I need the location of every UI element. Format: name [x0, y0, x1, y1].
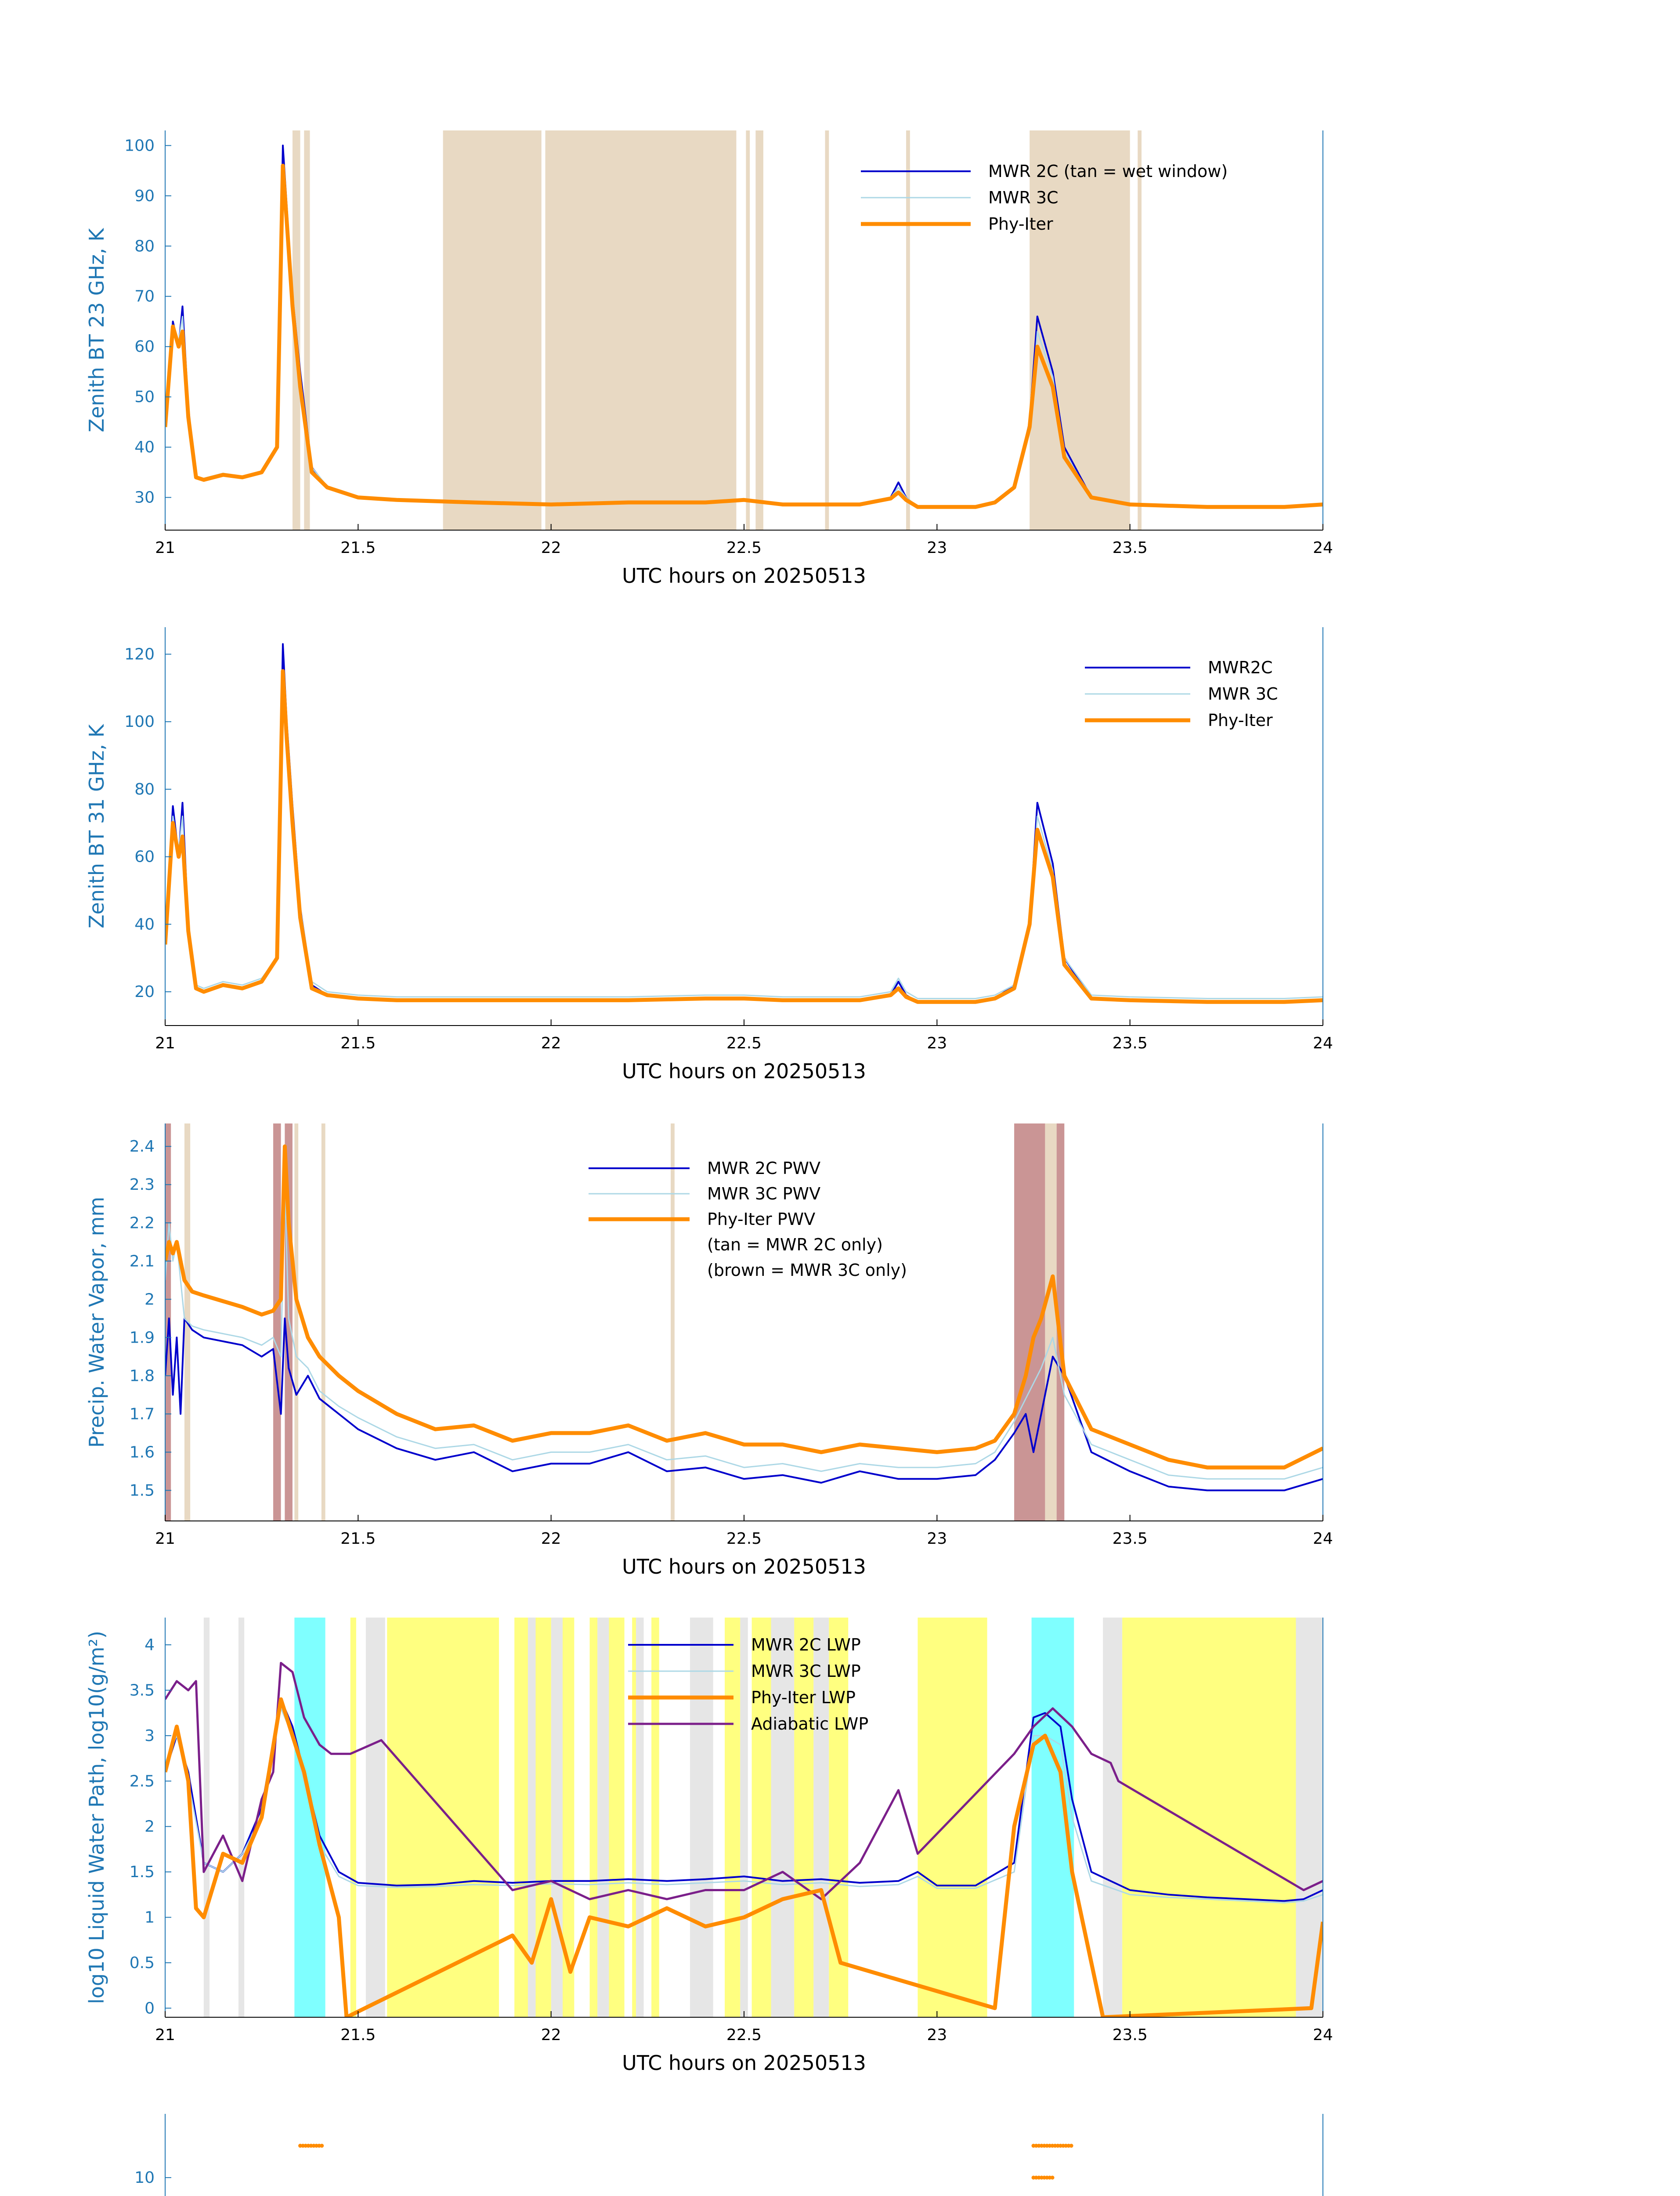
shading-tan-band-7: [906, 130, 910, 530]
y-tick-label: 90: [134, 187, 155, 205]
y-tick-label: 2.4: [129, 1138, 155, 1156]
legend-entry: Phy-Iter PWV: [707, 1210, 816, 1229]
y-tick-label: 1.8: [129, 1367, 155, 1385]
y-tick-label: 50: [134, 388, 155, 406]
y-tick-label: 0: [145, 1999, 155, 2018]
x-tick-label: 23.5: [1112, 1530, 1148, 1548]
y-tick-label: 2: [145, 1817, 155, 1836]
shading-gray-band-7: [690, 1618, 713, 2017]
series-line-phyiter: [165, 166, 1323, 507]
legend-entry: (brown = MWR 3C only): [707, 1261, 907, 1280]
shading-cyan-band-0: [294, 1618, 325, 2017]
shading-tan-band-6: [825, 130, 829, 530]
series-line-mwr3c: [165, 171, 1323, 507]
shading-tan-band-5: [755, 130, 763, 530]
y-tick-label: 3: [145, 1726, 155, 1745]
legend-entry: MWR2C: [1208, 658, 1273, 677]
series-layer: [165, 145, 1323, 507]
y-tick-label: 100: [124, 137, 155, 155]
chart-panel-2: [85, 627, 1333, 1083]
x-tick-label: 23: [927, 1034, 947, 1052]
shading-tan-band-9: [1138, 130, 1142, 530]
chart-panel-3: [85, 1123, 1333, 1578]
y-tick-label: 1.5: [129, 1481, 155, 1500]
y-axis-label: Precip. Water Vapor, mm: [85, 1196, 108, 1448]
y-tick-label: 1: [145, 1908, 155, 1927]
shading-gray-band-11: [1103, 1618, 1122, 2017]
x-axis-label: UTC hours on 20250513: [622, 1059, 866, 1083]
series-line-mwr2c: [165, 145, 1323, 507]
x-tick-label: 22: [541, 1034, 561, 1052]
shading-gray-band-1: [238, 1618, 244, 2017]
y-tick-label: 40: [134, 438, 155, 457]
x-tick-label: 24: [1313, 2026, 1333, 2044]
y-axis-label: Zenith BT 23 GHz, K: [85, 228, 108, 433]
legend-entry: Phy-Iter: [1208, 711, 1273, 730]
shading-layer: [165, 1123, 1064, 1521]
shading-yellow-band-9: [725, 1618, 740, 2017]
shading-gray-band-6: [636, 1618, 644, 2017]
y-tick-label: 80: [134, 780, 155, 798]
shading-yellow-band-6: [609, 1618, 624, 2017]
x-tick-label: 21: [155, 1530, 175, 1548]
x-tick-label: 23: [927, 2026, 947, 2044]
y-tick-label: 0.5: [129, 1954, 155, 1972]
y-tick-label: 80: [134, 237, 155, 256]
legend-entry: Adiabatic LWP: [751, 1714, 869, 1734]
y-tick-label: 3.5: [129, 1681, 155, 1700]
legend-entry: MWR 3C PWV: [707, 1184, 821, 1203]
legend: [1085, 658, 1278, 730]
y-tick-label: 1.9: [129, 1329, 155, 1347]
x-tick-label: 24: [1313, 539, 1333, 557]
shading-gray-band-4: [551, 1618, 563, 2017]
legend: [589, 1159, 907, 1280]
shading-tan-band-1: [294, 1123, 298, 1521]
x-tick-label: 22.5: [726, 1034, 762, 1052]
series-layer: [165, 644, 1323, 1002]
shading-tan-band-2: [443, 130, 542, 530]
y-tick-label: 40: [134, 915, 155, 934]
shading-tan-band-3: [545, 130, 736, 530]
y-tick-label: 70: [134, 287, 155, 306]
legend-entry: MWR 3C: [1208, 684, 1278, 704]
x-tick-label: 21.5: [340, 1530, 376, 1548]
y-tick-label: 30: [134, 488, 155, 507]
x-tick-label: 21.5: [340, 2026, 376, 2044]
x-tick-label: 22.5: [726, 1530, 762, 1548]
shading-gray-band-5: [597, 1618, 609, 2017]
x-tick-label: 22: [541, 539, 561, 557]
shading-gray-band-0: [204, 1618, 210, 2017]
shading-yellow-band-7: [632, 1618, 636, 2017]
series-layer: [163, 2144, 1325, 2196]
y-tick-label: 1.6: [129, 1443, 155, 1462]
y-tick-label: 2.2: [129, 1214, 155, 1232]
shading-tan-band-4: [746, 130, 750, 530]
y-tick-label: 60: [134, 338, 155, 356]
y-axis-label: Zenith BT 31 GHz, K: [85, 724, 108, 928]
shading-tan-band-3: [671, 1123, 675, 1521]
y-tick-label: 20: [134, 983, 155, 1001]
y-tick-label: 4: [145, 1636, 155, 1654]
shading-yellow-band-3: [536, 1618, 551, 2017]
x-tick-label: 23.5: [1112, 1034, 1148, 1052]
shading-tan-band-2: [322, 1123, 325, 1521]
shading-yellow-band-8: [651, 1618, 659, 2017]
x-tick-label: 22: [541, 2026, 561, 2044]
x-tick-label: 21.5: [340, 1034, 376, 1052]
shading-tan-band-4: [1045, 1123, 1056, 1521]
y-tick-label: 120: [124, 645, 155, 664]
y-tick-label: 60: [134, 848, 155, 866]
legend-entry: (tan = MWR 2C only): [707, 1235, 883, 1254]
shading-yellow-band-0: [350, 1618, 356, 2017]
y-tick-label: 100: [124, 713, 155, 731]
x-axis-label: UTC hours on 20250513: [622, 2051, 866, 2075]
legend-entry: MWR 2C PWV: [707, 1159, 821, 1178]
y-tick-label: 2.1: [129, 1252, 155, 1271]
y-axis-label: log10 Liquid Water Path, log10(g/m²): [85, 1630, 108, 2005]
y-tick-label: 2: [145, 1290, 155, 1309]
y-tick-label: 2.5: [129, 1772, 155, 1791]
series-line-mwr2c: [165, 644, 1323, 1002]
x-tick-label: 22.5: [726, 2026, 762, 2044]
x-tick-label: 24: [1313, 1530, 1333, 1548]
legend-entry: Phy-Iter: [988, 214, 1053, 234]
dq-flag-point: [320, 2144, 324, 2148]
shading-tan-band-1: [304, 130, 310, 530]
chart-panel-1: [85, 130, 1333, 588]
x-tick-label: 22: [541, 1530, 561, 1548]
x-axis-label: UTC hours on 20250513: [622, 564, 866, 588]
y-tick-label: 10: [134, 2169, 155, 2187]
x-tick-label: 22.5: [726, 539, 762, 557]
series-line-mwr2c: [165, 1318, 1323, 1491]
y-tick-label: 2.3: [129, 1176, 155, 1194]
legend-entry: Phy-Iter LWP: [751, 1688, 856, 1707]
x-tick-label: 24: [1313, 1034, 1333, 1052]
shading-brown-band-1: [273, 1123, 281, 1521]
x-tick-label: 23: [927, 539, 947, 557]
legend: [861, 162, 1228, 234]
x-tick-label: 21: [155, 1034, 175, 1052]
y-tick-label: 1.5: [129, 1863, 155, 1882]
legend-entry: MWR 3C: [988, 188, 1059, 207]
dq-flag-point: [1051, 2176, 1055, 2180]
shading-gray-band-2: [366, 1618, 385, 2017]
x-tick-label: 21: [155, 539, 175, 557]
shading-yellow-band-1: [387, 1618, 499, 2017]
chart-panel-4: [85, 1618, 1333, 2075]
x-tick-label: 23: [927, 1530, 947, 1548]
legend-entry: MWR 2C (tan = wet window): [988, 162, 1228, 181]
x-tick-label: 21.5: [340, 539, 376, 557]
y-tick-label: 1.7: [129, 1405, 155, 1423]
shading-gray-band-8: [740, 1618, 748, 2017]
legend-entry: MWR 3C LWP: [751, 1661, 861, 1681]
x-axis-label: UTC hours on 20250513: [622, 1555, 866, 1578]
x-tick-label: 21: [155, 2026, 175, 2044]
legend-entry: MWR 2C LWP: [751, 1635, 861, 1654]
chart-panel-5: [85, 2114, 1333, 2196]
shading-yellow-band-14: [1122, 1618, 1296, 2017]
x-tick-label: 23.5: [1112, 539, 1148, 557]
dq-flag-point: [1069, 2144, 1073, 2148]
shading-yellow-band-5: [590, 1618, 598, 2017]
x-tick-label: 23.5: [1112, 2026, 1148, 2044]
